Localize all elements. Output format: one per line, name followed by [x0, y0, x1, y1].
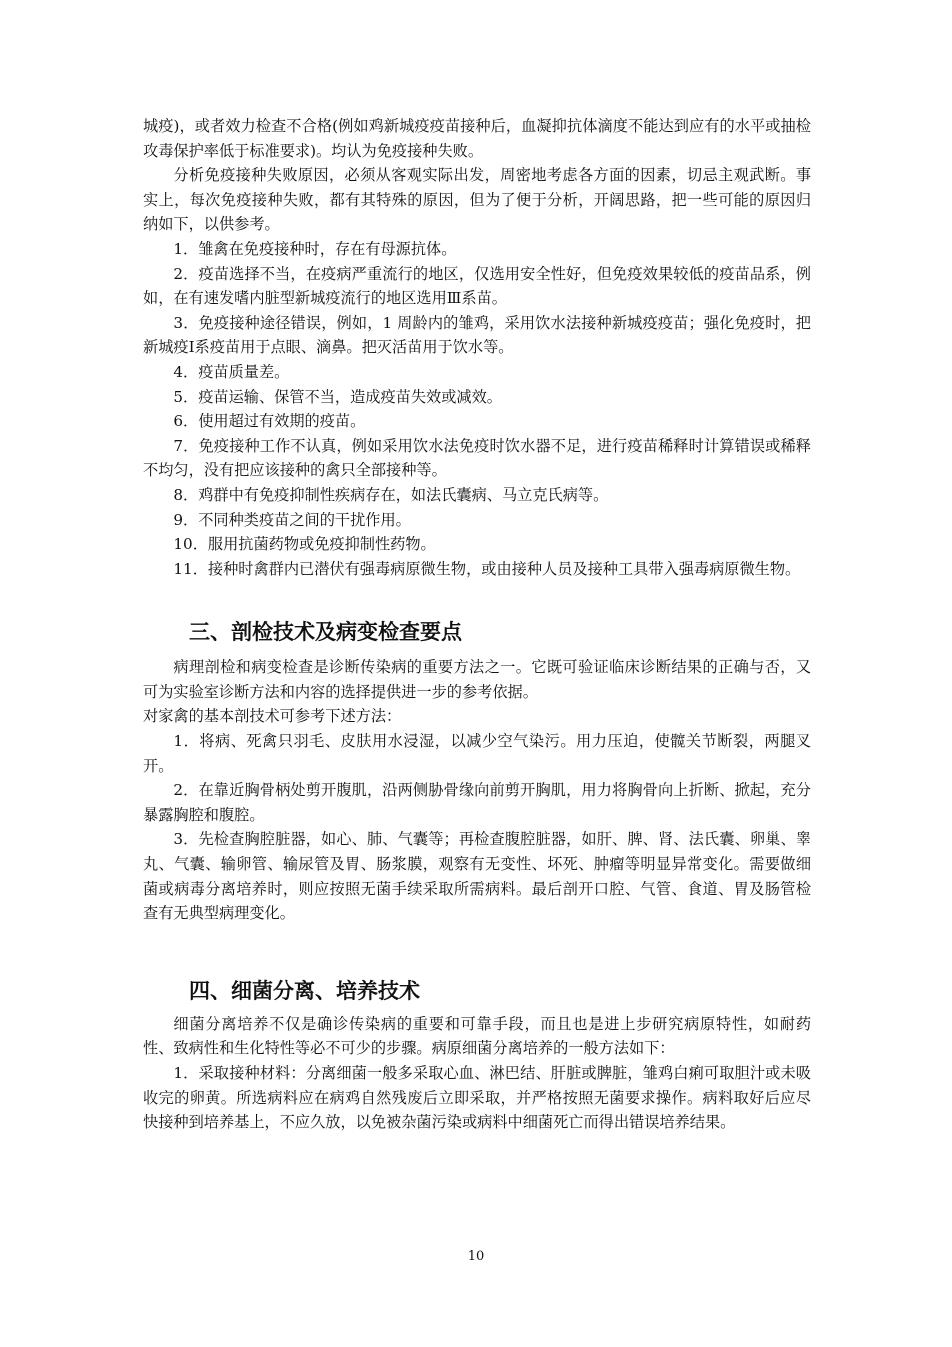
section-heading-bacteria-culture: 四、细菌分离、培养技术 [189, 978, 420, 1003]
paragraph: 细菌分离培养不仅是确诊传染病的重要和可靠手段，而且也是进上步研究病原特性，如耐药性、致病性和生化特性等必不可少的步骤。病原细菌分离培养的一般方法如下： [143, 1014, 811, 1058]
list-item: 2．在靠近胸骨柄处剪开腹肌，沿两侧胁骨缘向前剪开胸肌，用力将胸骨向上折断、掀起，充分暴露胸腔和腹腔。 [143, 781, 811, 824]
list-item: 1．雏禽在免疫接种时，存在有母源抗体。 [173, 239, 457, 258]
paragraph-analysis: 分析免疫接种失败原因，必须从客观实际出发，周密地考虑各方面的因素，切忌主观武断。事实上，每次免疫接种失败，都有其特殊的原因，但为了便于分析，开阔思路，把一些可能的原因归纳如下，以供参考。 [143, 166, 811, 234]
list-item: 8．鸡群中有免疫抑制性疾病存在，如法氏囊病、马立克氏病等。 [173, 485, 609, 504]
failure-reasons-list [143, 237, 811, 581]
page-number: 10 [467, 1249, 485, 1264]
paragraph: 病理剖检和病变检查是诊断传染病的重要方法之一。它既可验证临床诊断结果的正确与否，又可为实验室诊断方法和内容的选择提供进一步的参考依据。 [143, 658, 811, 701]
list-item: 1．采取接种材料：分离细菌一般多采取心血、淋巴结、肝脏或脾脏，雏鸡白痢可取胆汁或未吸收完的卵黄。所选病料应在病鸡自然残废后立即采取，并严格按照无菌要求操作。病料取好后应尽快接种到培养基上，不应久放，以免被杂菌污染或病料中细菌死亡而得出错误培养结果。 [143, 1064, 811, 1132]
page-body [143, 114, 811, 1135]
list-item: 3．先检查胸腔脏器，如心、肺、气囊等；再检查腹腔脏器，如肝、脾、肾、法氏囊、卵巢、睾丸、气囊、输卵管、输尿管及胃、肠浆膜，观察有无变性、坏死、肿瘤等明显异常变化。需要做细菌或病毒分离培养时，则应按照无菌手续采取所需病料。最后剖开口腔、气管、食道、胃及肠管检查有无典型病理变化。 [143, 830, 811, 923]
list-item: 5．疫苗运输、保管不当，造成疫苗失效或减效。 [173, 387, 502, 406]
necropsy-steps-list [143, 729, 811, 926]
list-item: 11．接种时禽群内已潜伏有强毒病原微生物，或由接种人员及接种工具带入强毒病原微生物。 [173, 559, 801, 578]
list-item: 6．使用超过有效期的疫苗。 [173, 412, 366, 431]
list-item: 1．将病、死禽只羽毛、皮肤用水浸湿，以减少空气染污。用力压迫，使髋关节断裂，两腿叉开。 [143, 732, 811, 775]
list-item: 9．不同种类疫苗之间的干扰作用。 [173, 510, 411, 529]
list-item: 7．免疫接种工作不认真，例如采用饮水法免疫时饮水器不足，进行疫苗稀释时计算错误或稀释不均匀，没有把应该接种的禽只全部接种等。 [143, 436, 811, 480]
list-item: 10．服用抗菌药物或免疫抑制性药物。 [173, 535, 436, 554]
paragraph: 对家禽的基本剖技术可参考下述方法： [143, 707, 402, 726]
paragraph-continuation: 城疫)，或者效力检查不合格(例如鸡新城疫疫苗接种后，血凝抑抗体滴度不能达到应有的水平或抽检攻毒保护率低于标准要求)。均认为免疫接种失败。 [143, 117, 811, 160]
list-item: 3．免疫接种途径错误，例如，1 周龄内的雏鸡，采用饮水法接种新城疫疫苗；强化免疫时，把新城疫Ⅰ系疫苗用于点眼、滴鼻。把灭活苗用于饮水等。 [143, 313, 811, 357]
list-item: 2．疫苗选择不当，在疫病严重流行的地区，仅选用安全性好，但免疫效果较低的疫苗品系，例如，在有速发嗜内脏型新城疫流行的地区选用Ⅲ系苗。 [143, 264, 811, 308]
section-heading-necropsy: 三、剖检技术及病变检查要点 [189, 620, 462, 645]
list-item: 4．疫苗质量差。 [173, 362, 290, 381]
culture-steps-list [143, 1061, 811, 1135]
